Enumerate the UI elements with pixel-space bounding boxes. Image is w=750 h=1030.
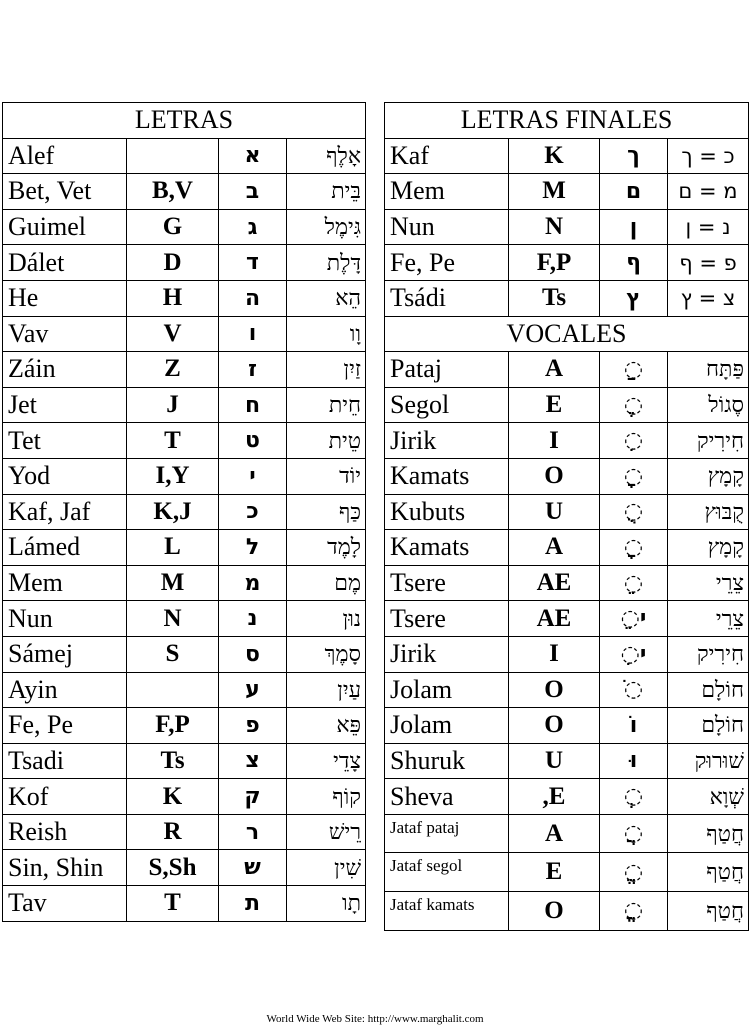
letters-title: LETRAS xyxy=(3,103,366,139)
hebrew-letter-name: פֵּא xyxy=(287,708,366,744)
hebrew-letter-name: לָמֶד xyxy=(287,530,366,566)
final-letter-row xyxy=(385,245,749,281)
vowel-row xyxy=(385,601,749,637)
final-letter-name: Mem xyxy=(385,174,509,210)
hebrew-letter: כ xyxy=(219,494,287,530)
hebrew-letter-name: סָמֶךְ xyxy=(287,636,366,672)
vowel-name: Jolam xyxy=(385,708,509,744)
letter-row xyxy=(3,708,366,744)
vowel-row xyxy=(385,565,749,601)
vowel-transliteration: O xyxy=(509,458,600,494)
vowel-sign: ◌ֹ xyxy=(600,672,668,708)
hebrew-letter: ס xyxy=(219,636,287,672)
final-letter-name: Kaf xyxy=(385,138,509,174)
vowel-transliteration: U xyxy=(509,494,600,530)
hebrew-letter-name: מֶם xyxy=(287,565,366,601)
hebrew-letter: ה xyxy=(219,280,287,316)
vowel-sign: ◌ֵי xyxy=(600,601,668,637)
vowel-sign: ◌ִי xyxy=(600,636,668,672)
letter-row xyxy=(3,280,366,316)
vowel-row xyxy=(385,853,749,892)
hebrew-letter: ט xyxy=(219,423,287,459)
letter-row xyxy=(3,458,366,494)
letter-transliteration: I,Y xyxy=(127,458,219,494)
final-letter-row xyxy=(385,280,749,316)
hebrew-vowel-name: חֲטַף xyxy=(668,892,749,931)
letter-name: Kof xyxy=(3,779,127,815)
vowel-transliteration: E xyxy=(509,853,600,892)
hebrew-vowel-name: חִירִיק xyxy=(668,636,749,672)
hebrew-letter: ר xyxy=(219,814,287,850)
letter-name: Jet xyxy=(3,387,127,423)
final-letter-row xyxy=(385,138,749,174)
vowel-sign: ◌ֻ xyxy=(600,494,668,530)
letter-transliteration: G xyxy=(127,209,219,245)
letter-row xyxy=(3,743,366,779)
final-letter-transliteration: N xyxy=(509,209,600,245)
hebrew-letter: מ xyxy=(219,565,287,601)
vowel-row xyxy=(385,494,749,530)
hebrew-letter: ב xyxy=(219,174,287,210)
hebrew-letter: ח xyxy=(219,387,287,423)
final-letter-equivalence: צ = ץ xyxy=(668,280,749,316)
vowel-transliteration: U xyxy=(509,743,600,779)
vowel-name: Jirik xyxy=(385,423,509,459)
letter-transliteration: D xyxy=(127,245,219,281)
letter-name: Lámed xyxy=(3,530,127,566)
letter-row xyxy=(3,672,366,708)
hebrew-letter: פ xyxy=(219,708,287,744)
final-letter-equivalence: כ = ך xyxy=(668,138,749,174)
hebrew-vowel-name: פַּתָּח xyxy=(668,352,749,388)
letter-transliteration: T xyxy=(127,423,219,459)
letter-transliteration: S,Sh xyxy=(127,850,219,886)
letter-name: Tet xyxy=(3,423,127,459)
letter-row xyxy=(3,138,366,174)
letter-name: He xyxy=(3,280,127,316)
vowels-title: VOCALES xyxy=(385,316,749,352)
letter-name: Yod xyxy=(3,458,127,494)
letter-row xyxy=(3,636,366,672)
vowel-row xyxy=(385,779,749,815)
final-letter-transliteration: Ts xyxy=(509,280,600,316)
letter-transliteration: J xyxy=(127,387,219,423)
vowel-sign: ◌ַ xyxy=(600,352,668,388)
vowel-row xyxy=(385,708,749,744)
vowel-name: Kamats xyxy=(385,530,509,566)
final-letter-transliteration: M xyxy=(509,174,600,210)
letter-transliteration: S xyxy=(127,636,219,672)
final-letter-name: Fe, Pe xyxy=(385,245,509,281)
letter-transliteration xyxy=(127,672,219,708)
final-letter-equivalence: מ = ם xyxy=(668,174,749,210)
vowel-row xyxy=(385,892,749,931)
vowel-transliteration: I xyxy=(509,636,600,672)
letter-transliteration: F,P xyxy=(127,708,219,744)
hebrew-final-letter: ץ xyxy=(600,280,668,316)
hebrew-final-letter: ם xyxy=(600,174,668,210)
hebrew-vowel-name: צֵרֵי xyxy=(668,601,749,637)
hebrew-letter-name: דָּלֶת xyxy=(287,245,366,281)
letter-row xyxy=(3,352,366,388)
hebrew-letter-name: תָו xyxy=(287,886,366,922)
vowel-transliteration: O xyxy=(509,672,600,708)
vowel-sign: וֹ xyxy=(600,708,668,744)
hebrew-final-letter: ף xyxy=(600,245,668,281)
hebrew-letter-name: שִׁין xyxy=(287,850,366,886)
letter-row xyxy=(3,850,366,886)
vowel-name: Jataf pataj xyxy=(385,814,509,853)
letter-row xyxy=(3,779,366,815)
hebrew-letter-name: גִּימֶל xyxy=(287,209,366,245)
final-letter-name: Nun xyxy=(385,209,509,245)
letter-row xyxy=(3,174,366,210)
letters-table xyxy=(2,102,366,922)
letter-name: Kaf, Jaf xyxy=(3,494,127,530)
hebrew-letter-name: יוֹד xyxy=(287,458,366,494)
letter-row xyxy=(3,494,366,530)
letter-name: Reish xyxy=(3,814,127,850)
hebrew-vowel-name: חֲטַף xyxy=(668,853,749,892)
letter-transliteration: T xyxy=(127,886,219,922)
vowel-name: Jolam xyxy=(385,672,509,708)
hebrew-letter-name: זַיִן xyxy=(287,352,366,388)
hebrew-letter: י xyxy=(219,458,287,494)
vowel-sign: ◌ֱ xyxy=(600,853,668,892)
hebrew-letter-name: נוּן xyxy=(287,601,366,637)
hebrew-letter-name: הֵא xyxy=(287,280,366,316)
letter-name: Mem xyxy=(3,565,127,601)
final-letters-title: LETRAS FINALES xyxy=(385,103,749,139)
hebrew-letter-name: טֵית xyxy=(287,423,366,459)
hebrew-vowel-name: קָמָץ xyxy=(668,530,749,566)
hebrew-letter: ע xyxy=(219,672,287,708)
vowel-sign: ◌ֳ xyxy=(600,892,668,931)
letter-name: Fe, Pe xyxy=(3,708,127,744)
hebrew-vowel-name: חֲטַף xyxy=(668,814,749,853)
final-letters-vowels-table xyxy=(384,102,749,931)
hebrew-vowel-name: שְׁוָא xyxy=(668,779,749,815)
vowel-transliteration: O xyxy=(509,708,600,744)
hebrew-letter: א xyxy=(219,138,287,174)
letter-row xyxy=(3,886,366,922)
hebrew-letter: ק xyxy=(219,779,287,815)
final-letter-row xyxy=(385,174,749,210)
hebrew-vowel-name: צֵרֵי xyxy=(668,565,749,601)
letter-transliteration: V xyxy=(127,316,219,352)
final-letter-equivalence: נ = ן xyxy=(668,209,749,245)
letter-name: Záin xyxy=(3,352,127,388)
letter-name: Alef xyxy=(3,138,127,174)
hebrew-letter-name: קוֹף xyxy=(287,779,366,815)
letter-name: Tsadi xyxy=(3,743,127,779)
letter-transliteration: B,V xyxy=(127,174,219,210)
vowel-row xyxy=(385,387,749,423)
vowel-row xyxy=(385,636,749,672)
vowel-transliteration: A xyxy=(509,352,600,388)
hebrew-letter: צ xyxy=(219,743,287,779)
hebrew-letter-name: בֵּית xyxy=(287,174,366,210)
vowel-row xyxy=(385,743,749,779)
vowel-transliteration: A xyxy=(509,530,600,566)
vowel-name: Segol xyxy=(385,387,509,423)
letter-transliteration: Z xyxy=(127,352,219,388)
letter-name: Guimel xyxy=(3,209,127,245)
vowel-name: Shuruk xyxy=(385,743,509,779)
hebrew-vowel-name: חוֹלָם xyxy=(668,672,749,708)
letter-row xyxy=(3,316,366,352)
vowel-sign: וּ xyxy=(600,743,668,779)
vowel-sign: ◌ֲ xyxy=(600,814,668,853)
hebrew-letter-name: עַיִן xyxy=(287,672,366,708)
final-letter-transliteration: K xyxy=(509,138,600,174)
final-letter-transliteration: F,P xyxy=(509,245,600,281)
vowel-sign: ◌ָ xyxy=(600,458,668,494)
hebrew-letter: ד xyxy=(219,245,287,281)
vowel-name: Sheva xyxy=(385,779,509,815)
vowel-name: Kubuts xyxy=(385,494,509,530)
hebrew-letter-name: רֵישׁ xyxy=(287,814,366,850)
hebrew-letter-name: אָלֶף xyxy=(287,138,366,174)
vowel-row xyxy=(385,458,749,494)
vowel-name: Jataf kamats xyxy=(385,892,509,931)
letter-row xyxy=(3,423,366,459)
vowel-row xyxy=(385,530,749,566)
vowel-sign: ◌ְ xyxy=(600,779,668,815)
vowel-row xyxy=(385,672,749,708)
hebrew-vowel-name: חוֹלָם xyxy=(668,708,749,744)
letter-transliteration: L xyxy=(127,530,219,566)
vowel-name: Tsere xyxy=(385,601,509,637)
hebrew-vowel-name: קָמָץ xyxy=(668,458,749,494)
hebrew-letter: ת xyxy=(219,886,287,922)
vowel-transliteration: AE xyxy=(509,565,600,601)
letter-row xyxy=(3,601,366,637)
letter-transliteration: K,J xyxy=(127,494,219,530)
hebrew-letter: ג xyxy=(219,209,287,245)
vowel-name: Jirik xyxy=(385,636,509,672)
vowel-sign: ◌ָ xyxy=(600,530,668,566)
footer-website: World Wide Web Site: http://www.marghalit.com xyxy=(266,1013,484,1025)
hebrew-letter: נ xyxy=(219,601,287,637)
hebrew-vowel-name: שׁוּרוּק xyxy=(668,743,749,779)
hebrew-letter: ו xyxy=(219,316,287,352)
letter-row xyxy=(3,530,366,566)
vowel-sign: ◌ֵ xyxy=(600,565,668,601)
letter-transliteration: Ts xyxy=(127,743,219,779)
letter-name: Vav xyxy=(3,316,127,352)
hebrew-letter-name: חֵית xyxy=(287,387,366,423)
vowel-transliteration: ,E xyxy=(509,779,600,815)
letter-name: Bet, Vet xyxy=(3,174,127,210)
letter-name: Sámej xyxy=(3,636,127,672)
letter-row xyxy=(3,565,366,601)
vowel-name: Jataf segol xyxy=(385,853,509,892)
hebrew-letter-name: צָדֵי xyxy=(287,743,366,779)
vowel-sign: ◌ִ xyxy=(600,423,668,459)
vowel-row xyxy=(385,423,749,459)
vowel-name: Tsere xyxy=(385,565,509,601)
hebrew-final-letter: ך xyxy=(600,138,668,174)
vowel-transliteration: AE xyxy=(509,601,600,637)
hebrew-vowel-name: חִירִיק xyxy=(668,423,749,459)
vowel-name: Kamats xyxy=(385,458,509,494)
letter-row xyxy=(3,245,366,281)
hebrew-letter: ז xyxy=(219,352,287,388)
hebrew-letter: ל xyxy=(219,530,287,566)
letter-row xyxy=(3,209,366,245)
hebrew-letter-name: כַּף xyxy=(287,494,366,530)
letter-transliteration xyxy=(127,138,219,174)
letter-name: Sin, Shin xyxy=(3,850,127,886)
vowel-transliteration: I xyxy=(509,423,600,459)
hebrew-vowel-name: קֻבּוּץ xyxy=(668,494,749,530)
vowel-name: Pataj xyxy=(385,352,509,388)
vowel-row xyxy=(385,814,749,853)
vowel-transliteration: E xyxy=(509,387,600,423)
letter-transliteration: H xyxy=(127,280,219,316)
hebrew-final-letter: ן xyxy=(600,209,668,245)
letter-transliteration: M xyxy=(127,565,219,601)
letter-name: Ayin xyxy=(3,672,127,708)
letter-name: Nun xyxy=(3,601,127,637)
hebrew-letter: ש xyxy=(219,850,287,886)
vowel-transliteration: A xyxy=(509,814,600,853)
final-letter-name: Tsádi xyxy=(385,280,509,316)
letter-transliteration: R xyxy=(127,814,219,850)
final-letter-equivalence: פ = ף xyxy=(668,245,749,281)
letter-name: Tav xyxy=(3,886,127,922)
final-letter-row xyxy=(385,209,749,245)
letter-row xyxy=(3,814,366,850)
hebrew-vowel-name: סֶגוֹל xyxy=(668,387,749,423)
letter-transliteration: N xyxy=(127,601,219,637)
vowel-sign: ◌ֶ xyxy=(600,387,668,423)
hebrew-letter-name: וָו xyxy=(287,316,366,352)
letter-row xyxy=(3,387,366,423)
letter-transliteration: K xyxy=(127,779,219,815)
vowel-transliteration: O xyxy=(509,892,600,931)
letter-name: Dálet xyxy=(3,245,127,281)
vowel-row xyxy=(385,352,749,388)
